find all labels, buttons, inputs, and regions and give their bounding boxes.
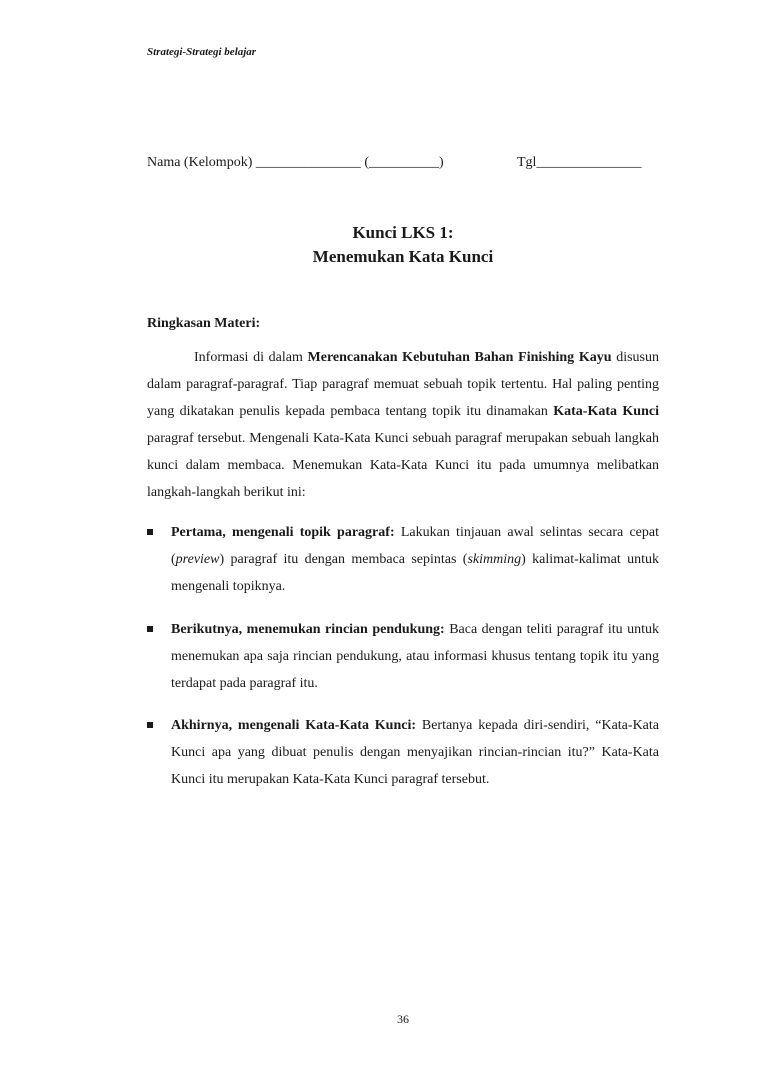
page-title (147, 221, 659, 269)
square-bullet-icon (147, 529, 153, 535)
summary-paragraph: Informasi di dalam Merencanakan Kebutuhan Bahan Finishing Kayu disusun dalam paragraf-paragraf. Tiap paragraf memuat sebuah topik tertentu. Hal paling penting yang dikatakan penulis kepada pembaca tentang topik itu dinamakan Kata-Kata Kunci paragraf tersebut. Mengenali Kata-Kata Kunci sebuah paragraf merupakan sebuah langkah kunci dalam membaca. Menemukan Kata-Kata Kunci itu pada umumnya melibatkan langkah-langkah berikut ini: (147, 350, 659, 500)
keyword-term: Kata-Kata Kunci (553, 404, 659, 419)
title-line-1: Kunci LKS 1: (352, 223, 454, 242)
summary-heading: Ringkasan Materi: (147, 316, 261, 331)
list-item: Pertama, mengenali topik paragraf: Lakukan tinjauan awal selintas secara cepat (preview) paragraf itu dengan membaca sepintas (skimming) kalimat-kalimat untuk mengenali topiknya. (147, 519, 659, 600)
running-header: Strategi-Strategi belajar (147, 46, 257, 58)
list-item: Berikutnya, menemukan rincian pendukung: Baca dengan teliti paragraf itu untuk menemukan apa saja rincian pendukung, atau informasi khusus tentang topik itu yang terdapat pada paragraf itu. (147, 616, 659, 697)
square-bullet-icon (147, 722, 153, 728)
list-item: Akhirnya, mengenali Kata-Kata Kunci: Bertanya kepada diri-sendiri, “Kata-Kata Kunci apa yang dibuat penulis dengan menyajikan rincian-rincian itu?” Kata-Kata Kunci itu merupakan Kata-Kata Kunci paragraf tersebut. (147, 712, 659, 793)
name-group-field: Nama (Kelompok) _______________ (__________) (147, 155, 444, 170)
topic-title: Merencanakan Kebutuhan Bahan Finishing Kayu (307, 350, 612, 365)
name-date-line (147, 155, 667, 171)
page-number: 36 (397, 1012, 409, 1026)
square-bullet-icon (147, 626, 153, 632)
title-line-2: Menemukan Kata Kunci (312, 247, 494, 266)
date-field: Tgl_______________ (517, 155, 642, 170)
